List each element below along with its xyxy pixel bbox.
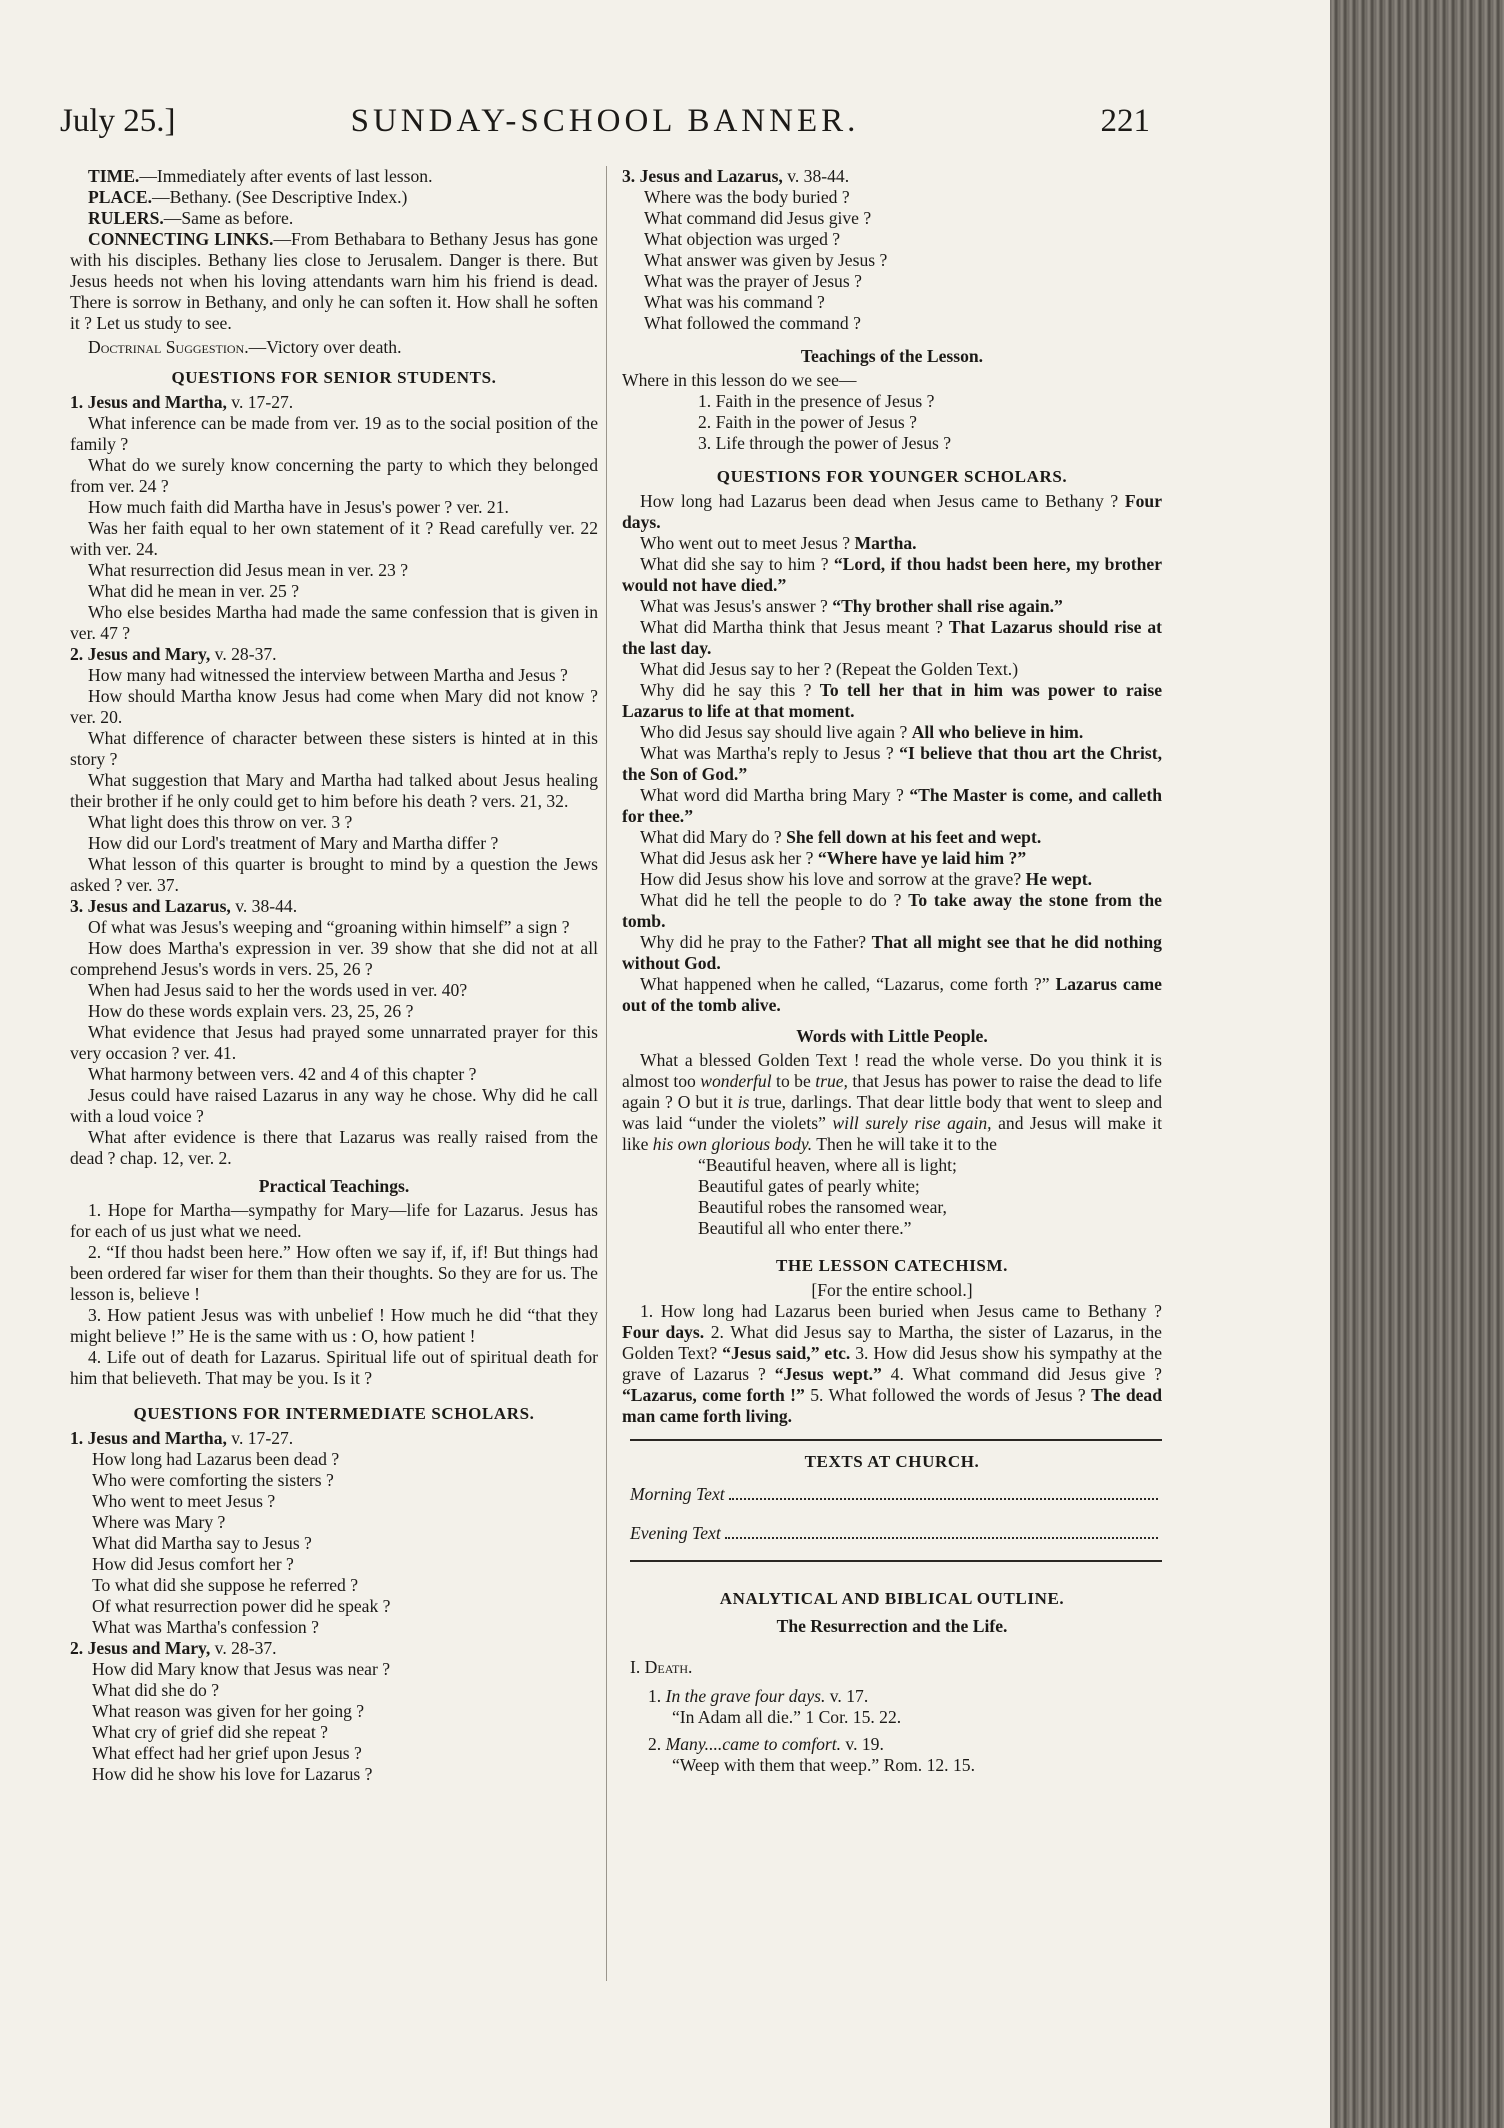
question: What answer was given by Jesus ? [644,250,888,270]
younger-question [622,848,1162,869]
section-title [70,644,598,665]
section-title-text: 1. Jesus and Martha, [70,392,227,412]
connecting-links: CONNECTING LINKS.—From Bethabara to Bethany Jesus has gone with his disciples. Bethany lies close to Jerusalem. Danger is there. But Jesus heeds not when his loving attendants warn him his friend is dead. There is sorrow in Bethany, and only he can soften it. How shall he soften it ? Let us study to see. [70,229,598,333]
younger-question [622,743,1162,785]
question: Jesus could have raised Lazarus in any way he chose. Why did he call with a loud voice ? [70,1085,598,1126]
question: Where was the body buried ? [644,187,850,207]
catechism-answer: “Lazarus, come forth !” [622,1385,805,1405]
outline-ref: v. 17. [825,1686,869,1706]
question: How did Jesus comfort her ? [92,1554,294,1574]
right-column [622,166,1162,1782]
catechism-text [622,1301,1162,1427]
question: What resurrection did Jesus mean in ver. 23 ? [88,560,409,580]
question: To what did she suppose he referred ? [92,1575,359,1595]
outline-items [622,1686,1162,1776]
answer-text: He wept. [1025,869,1092,889]
section-title-text: 3. Jesus and Lazarus, [70,896,231,916]
catechism-answer: The dead man came forth living. [622,1385,1163,1426]
doctrinal-suggestion: Doctrinal Suggestion.—Victory over death. [88,337,402,357]
book-page-edges [1330,0,1504,2128]
question: What did Martha say to Jesus ? [92,1533,312,1553]
question-text: What did she say to him ? [640,554,834,574]
answer-text: Lazarus came out of the tomb alive. [622,974,1162,1015]
page-number: 221 [1100,103,1150,139]
outline-part: I. Death. [630,1657,693,1677]
catechism-answer: “Jesus said,” etc. [722,1343,851,1363]
intermediate-heading: QUESTIONS FOR INTERMEDIATE SCHOLARS. [133,1404,535,1423]
question: What do we surely know concerning the party to which they belonged from ver. 24 ? [70,455,598,496]
section-title-text: 1. Jesus and Martha, [70,1428,227,1448]
younger-question [622,869,1162,890]
question: What difference of character between these sisters is hinted at in this story ? [70,728,598,769]
poem [622,1155,1162,1239]
time-line: TIME.—Immediately after events of last lesson. [88,166,433,186]
answer-text: Martha. [854,533,917,553]
question-text: Why did he pray to the Father? [640,932,872,952]
outline-quote: “Weep with them that weep.” Rom. 12. 15. [672,1755,975,1775]
younger-question [622,890,1162,932]
younger-question [622,680,1162,722]
question-text: What word did Martha bring Mary ? [640,785,910,805]
little-people-heading: Words with Little People. [796,1026,988,1046]
teaching-item: 2. Faith in the power of Jesus ? [698,412,917,432]
question: What did he mean in ver. 25 ? [88,581,300,601]
separator-rule [630,1439,1162,1441]
question: What was Martha's confession ? [92,1617,319,1637]
answer-text: “I believe that thou art the Christ, the Son of God.” [622,743,1162,784]
outline-number: 1. [648,1686,666,1706]
answer-text: That all might see that he did nothing without God. [622,932,1162,973]
outline-quote: “In Adam all die.” 1 Cor. 15. 22. [672,1707,902,1727]
question: What harmony between vers. 42 and 4 of this chapter ? [88,1064,477,1084]
question: What command did Jesus give ? [644,208,872,228]
question: Who else besides Martha had made the same confession that is given in ver. 47 ? [70,602,598,643]
outline-item [648,1734,1162,1755]
place-line: PLACE.—Bethany. (See Descriptive Index.) [88,187,408,207]
answer-text: “Lord, if thou hadst been here, my brother would not have died.” [622,554,1162,595]
section-title [70,392,598,413]
question: What evidence that Jesus had prayed some unnarrated prayer for this very occasion ? ver. 41. [70,1022,598,1063]
question: What did she do ? [92,1680,220,1700]
question: Of what resurrection power did he speak ? [92,1596,391,1616]
question: What lesson of this quarter is brought to mind by a question the Jews asked ? ver. 37. [70,854,598,895]
catechism-answer: “Jesus wept.” [774,1364,882,1384]
intermediate-questions-continued [622,166,1162,334]
question: What was the prayer of Jesus ? [644,271,862,291]
question: How many had witnessed the interview between Martha and Jesus ? [88,665,568,685]
question: What effect had her grief upon Jesus ? [92,1743,362,1763]
question: Who went to meet Jesus ? [92,1491,276,1511]
catechism-question: 4. What command did Jesus give ? [881,1364,1162,1384]
younger-question [622,974,1162,1016]
catechism-question: 5. What followed the words of Jesus ? [804,1385,1092,1405]
outline-title: Many....came to comfort. [665,1734,842,1754]
question-text: What did Martha think that Jesus meant ? [640,617,949,637]
younger-questions [622,491,1162,1016]
answer-text: “Where have ye laid him ?” [817,848,1027,868]
poem-line: Beautiful all who enter there.” [698,1218,912,1238]
answer-text: “Thy brother shall rise again.” [832,596,1063,616]
church-heading: TEXTS AT CHURCH. [804,1452,980,1471]
outline-number: 2. [648,1734,666,1754]
catechism-subheading: [For the entire school.] [811,1280,973,1300]
question: What reason was given for her going ? [92,1701,365,1721]
column-divider [606,166,607,1981]
evening-text-field[interactable]: Evening Text [630,1523,1162,1544]
answer-text: “The Master is come, and calleth for thee.” [622,785,1163,826]
younger-question [622,785,1162,827]
question: How should Martha know Jesus had come when Mary did not know ? ver. 20. [70,686,598,727]
question: How did Mary know that Jesus was near ? [92,1659,391,1679]
senior-questions [70,392,598,1169]
page-header [60,96,1150,146]
question: When had Jesus said to her the words used in ver. 40? [88,980,468,1000]
practical-item: 1. Hope for Martha—sympathy for Mary—life for Lazarus. Jesus has for each of us just what we need. [70,1200,598,1241]
section-title [70,1638,598,1659]
teachings-heading: Teachings of the Lesson. [800,346,984,366]
younger-question [622,617,1162,659]
younger-question [622,932,1162,974]
answer-text: To take away the stone from the tomb. [622,890,1162,931]
practical-item: 4. Life out of death for Lazarus. Spiritual life out of spiritual death for him that believeth. That may be you. Is it ? [70,1347,598,1388]
question: What objection was urged ? [644,229,841,249]
section-title-text: 2. Jesus and Mary, [70,644,211,664]
journal-title: SUNDAY-SCHOOL BANNER. [350,103,860,139]
poem-line: “Beautiful heaven, where all is light; [698,1155,957,1175]
teachings-intro: Where in this lesson do we see— [622,370,857,390]
poem-line: Beautiful robes the ransomed wear, [698,1197,947,1217]
rulers-line: RULERS.—Same as before. [88,208,294,228]
question-text: What did Jesus ask her ? [640,848,818,868]
question: What inference can be made from ver. 19 as to the social position of the family ? [70,413,598,454]
answer-text: She fell down at his feet and wept. [786,827,1042,847]
younger-question [622,554,1162,596]
senior-heading: QUESTIONS FOR SENIOR STUDENTS. [171,368,497,387]
younger-question [622,596,1162,617]
question: How do these words explain vers. 23, 25, 26 ? [88,1001,414,1021]
question: Who were comforting the sisters ? [92,1470,334,1490]
question: What cry of grief did she repeat ? [92,1722,328,1742]
younger-question [622,659,1162,680]
section-ref: v. 28-37. [210,1638,277,1658]
teaching-item: 3. Life through the power of Jesus ? [698,433,952,453]
section-title [70,1428,598,1449]
issue-date: July 25.] [60,103,176,139]
little-people-text: What a blessed Golden Text ! read the whole verse. Do you think it is almost too wonderful to be true, that Jesus has power to raise the dead to life again ? O but it is true, darlings. That dear little body that went to sleep and was laid “under the violets” will surely rise again, and Jesus will make it like his own glorious body. Then he will take it to the [622,1050,1162,1154]
catechism-question: 2. What did Jesus say to Martha, the sister of Lazarus, in the Golden Text? [622,1322,1162,1363]
question: How did our Lord's treatment of Mary and Martha differ ? [88,833,499,853]
catechism-heading: THE LESSON CATECHISM. [776,1256,1008,1275]
question: How did he show his love for Lazarus ? [92,1764,373,1784]
question: What was his command ? [644,292,825,312]
question-text: What was Jesus's answer ? [640,596,833,616]
catechism-question: 3. How did Jesus show his sympathy at the grave of Lazarus ? [622,1343,1163,1384]
practical-heading: Practical Teachings. [258,1176,410,1196]
younger-question [622,827,1162,848]
question: How much faith did Martha have in Jesus's power ? ver. 21. [88,497,509,517]
question-text: What did Jesus say to her ? (Repeat the Golden Text.) [640,659,1019,679]
question: What after evidence is there that Lazarus was really raised from the dead ? chap. 12, ver. 2. [70,1127,598,1168]
question: How does Martha's expression in ver. 39 show that she did not at all comprehend Jesus's words in vers. 25, 26 ? [70,938,598,979]
answer-text: To tell her that in him was power to raise Lazarus to life at that moment. [622,680,1163,721]
section-title-text: 3. Jesus and Lazarus, [622,166,783,186]
question-text: What was Martha's reply to Jesus ? [640,743,900,763]
poem-line: Beautiful gates of pearly white; [698,1176,920,1196]
question-text: Who went out to meet Jesus ? [640,533,855,553]
question: Where was Mary ? [92,1512,226,1532]
question: What light does this throw on ver. 3 ? [88,812,353,832]
younger-question [622,722,1162,743]
practical-item: 3. How patient Jesus was with unbelief ! How much he did “that they might believe !” He is the same with us : O, how patient ! [70,1305,598,1346]
section-ref: v. 28-37. [210,644,277,664]
younger-question [622,533,1162,554]
outline-item [648,1686,1162,1707]
question-text: How long had Lazarus been dead when Jesus came to Bethany ? [640,491,1125,511]
question-text: Who did Jesus say should live again ? [640,722,912,742]
question: What followed the command ? [644,313,861,333]
question: Was her faith equal to her own statement of it ? Read carefully ver. 22 with ver. 24. [70,518,598,559]
question-text: Why did he say this ? [640,680,820,700]
question-text: What did Mary do ? [640,827,787,847]
section-title [70,896,598,917]
outline-title: In the grave four days. [665,1686,826,1706]
question: Of what was Jesus's weeping and “groaning within himself” a sign ? [88,917,570,937]
outline-subheading: The Resurrection and the Life. [776,1616,1008,1636]
question-text: How did Jesus show his love and sorrow at the grave? [640,869,1026,889]
answer-text: That Lazarus should rise at the last day. [622,617,1162,658]
section-ref: v. 38-44. [230,896,298,916]
morning-text-field[interactable]: Morning Text [630,1484,1162,1505]
section-title-text: 2. Jesus and Mary, [70,1638,211,1658]
section-ref: v. 17-27. [226,1428,294,1448]
separator-rule [630,1560,1162,1562]
outline-heading: ANALYTICAL AND BIBLICAL OUTLINE. [719,1589,1065,1608]
answer-text: Four days. [622,491,1162,532]
question-text: What happened when he called, “Lazarus, come forth ?” [640,974,1056,994]
practical-teachings [70,1200,598,1389]
left-column [70,166,598,1785]
younger-heading: QUESTIONS FOR YOUNGER SCHOLARS. [716,467,1068,486]
section-ref: v. 38-44. [782,166,850,186]
outline-ref: v. 19. [841,1734,884,1754]
question: How long had Lazarus been dead ? [92,1449,340,1469]
practical-item: 2. “If thou hadst been here.” How often we say if, if, if! But things had been ordered far wiser for them than their thoughts. So they are for us. The lesson is, believe ! [70,1242,598,1304]
intermediate-questions [70,1428,598,1785]
teaching-item: 1. Faith in the presence of Jesus ? [698,391,935,411]
catechism-question: 1. How long had Lazarus been buried when Jesus came to Bethany ? [640,1301,1162,1321]
teachings-list [622,391,1162,454]
answer-text: All who believe in him. [911,722,1084,742]
section-ref: v. 17-27. [226,392,294,412]
catechism-answer: Four days. [622,1322,705,1342]
question: What suggestion that Mary and Martha had talked about Jesus healing their brother if he only could get to him before his death ? vers. 21, 32. [70,770,598,811]
younger-question [622,491,1162,533]
section-title [622,166,1162,187]
question-text: What did he tell the people to do ? [640,890,909,910]
